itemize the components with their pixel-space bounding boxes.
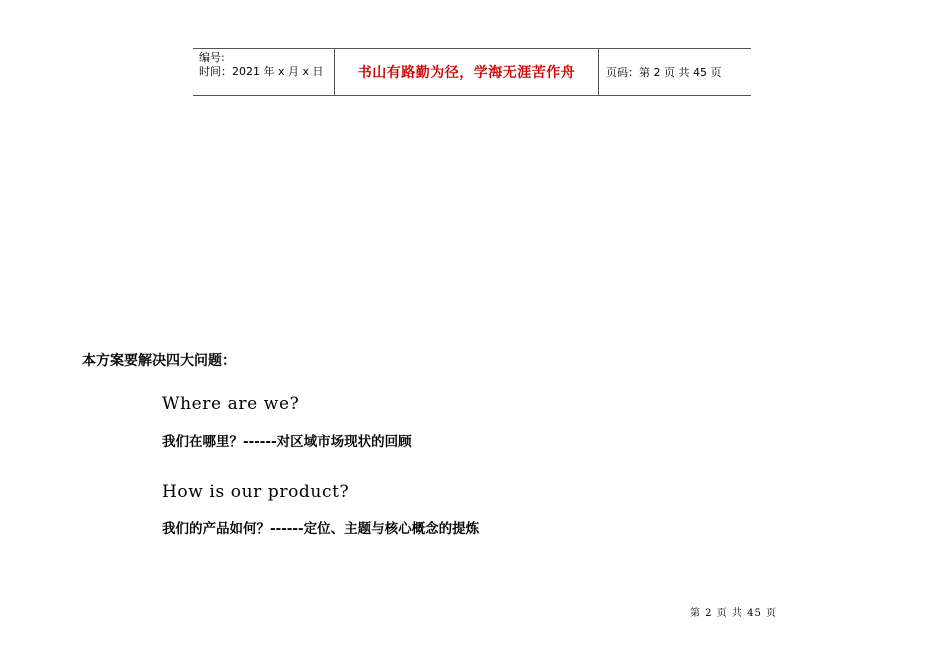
question-2-chinese: 我们的产品如何？------定位、主题与核心概念的提炼: [162, 521, 480, 537]
question-1-english: Where are we?: [162, 394, 300, 414]
question-2-english: How is our product?: [162, 482, 350, 502]
question-1-chinese: 我们在哪里？------对区域市场现状的回顾: [162, 434, 412, 450]
header-page-info: 页码：第 2 页 共 45 页: [606, 66, 722, 79]
page-header: [193, 48, 751, 96]
document-number-label: 编号:: [199, 51, 225, 64]
intro-heading: 本方案要解决四大问题：: [82, 353, 236, 369]
page-footer: 第 2 页 共 45 页: [690, 608, 777, 619]
header-meta-cell: [193, 49, 335, 95]
document-date: 时间：2021 年 x 月 x 日: [199, 65, 324, 78]
header-motto: 书山有路勤为径，学海无涯苦作舟: [335, 49, 599, 95]
